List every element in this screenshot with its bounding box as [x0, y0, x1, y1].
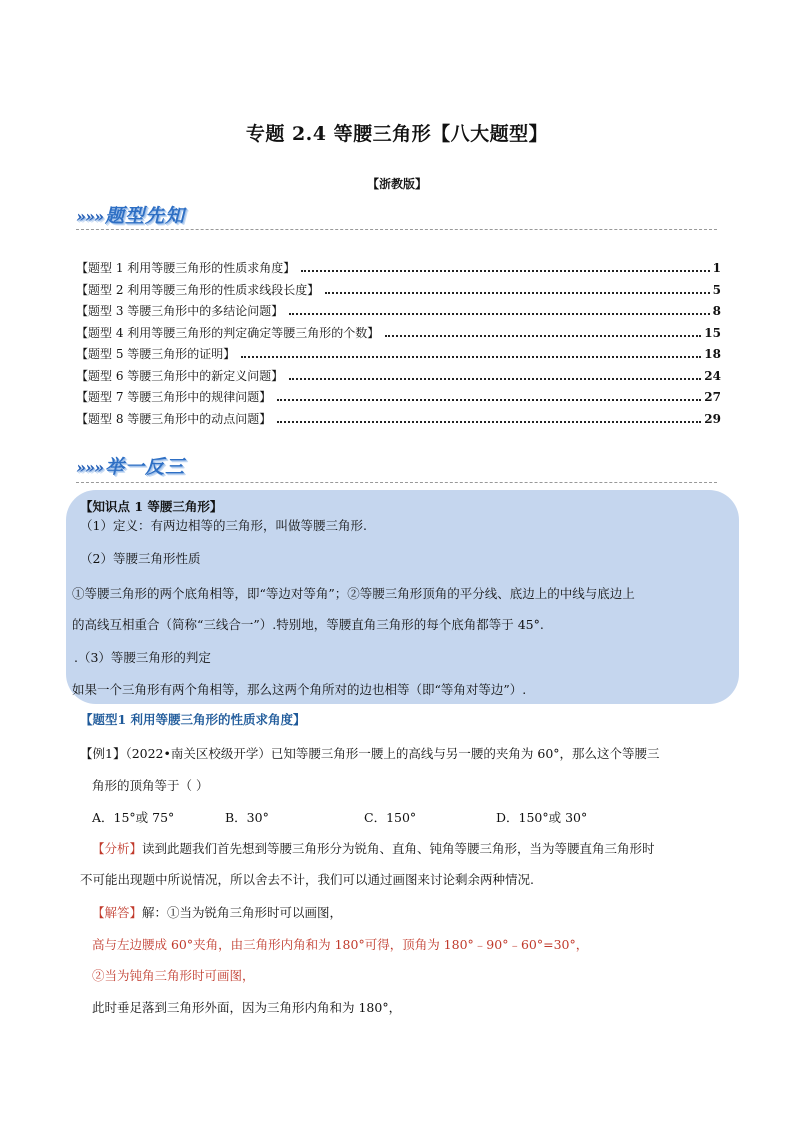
toc-leader	[289, 378, 701, 380]
toc-label: 【题型 6 等腰三角形中的新定义问题】	[76, 368, 284, 383]
analysis-paragraph	[92, 839, 655, 857]
knowledge-judgement-title: .（3）等腰三角形的判定	[74, 650, 211, 665]
option-a: A．15°或 75°	[92, 810, 175, 825]
toc-leader	[325, 292, 709, 294]
knowledge-property-title: （2）等腰三角形性质	[80, 551, 201, 566]
toc-label: 【题型 5 等腰三角形的证明】	[76, 347, 236, 361]
toc-leader	[241, 356, 701, 358]
option-d: D．150°或 30°	[496, 810, 588, 825]
analysis-text: 读到此题我们首先想到等腰三角形分为锐角、直角、钝角等腰三角形，当为等腰直角三角形时	[142, 841, 655, 856]
knowledge-definition: （1）定义：有两边相等的三角形，叫做等腰三角形.	[80, 518, 367, 533]
toc-row[interactable]	[76, 388, 721, 410]
option-c: C．150°	[364, 810, 417, 825]
table-of-contents	[76, 259, 721, 431]
toc-page: 29	[704, 411, 721, 426]
banner-text: 举一反三	[105, 456, 186, 478]
toc-page: 24	[704, 368, 721, 383]
example-question: 角形的顶角等于（ ）	[92, 778, 209, 793]
analysis-text: 不可能出现题中所说情况，所以舍去不计，我们可以通过画图来讨论剩余两种情况.	[80, 872, 534, 887]
knowledge-heading: 【知识点 1 等腰三角形】	[80, 499, 223, 514]
toc-label: 【题型 2 利用等腰三角形的性质求线段长度】	[76, 282, 320, 297]
option-b: B．30°	[225, 810, 269, 825]
toc-label: 【题型 4 利用等腰三角形的判定确定等腰三角形的个数】	[76, 325, 380, 340]
toc-page: 27	[704, 390, 721, 404]
divider	[76, 482, 717, 483]
toc-label: 【题型 8 等腰三角形中的动点问题】	[76, 411, 272, 426]
toc-label: 【题型 7 等腰三角形中的规律问题】	[76, 390, 272, 404]
solution-text: ②当为钝角三角形时可画图，	[92, 968, 255, 983]
triple-arrow-icon: »»»	[76, 207, 103, 226]
triple-arrow-icon: »»»	[76, 458, 103, 477]
edition-label: 【浙教版】	[366, 177, 427, 191]
example-question: 【例1】（2022•南关区校级开学）已知等腰三角形一腰上的高线与另一腰的夹角为 60°，那么这个等腰三	[80, 746, 660, 761]
toc-label: 【题型 3 等腰三角形中的多结论问题】	[76, 304, 284, 318]
toc-label: 【题型 1 利用等腰三角形的性质求角度】	[76, 261, 296, 275]
knowledge-judgement-text: 如果一个三角形有两个角相等，那么这两个角所对的边也相等（即“等角对等边”）.	[72, 682, 527, 697]
solution-text: 高与左边腰成 60°夹角，由三角形内角和为 180°可得，顶角为 180°﹣90°﹣60°=30°，	[92, 937, 589, 952]
knowledge-property-line: ①等腰三角形的两个底角相等，即“等边对等角”；②等腰三角形顶角的平分线、底边上的中线与底边上	[72, 586, 635, 601]
toc-leader	[277, 421, 701, 423]
toc-leader	[385, 335, 701, 337]
toc-page: 8	[712, 304, 721, 318]
banner-text: 题型先知	[105, 205, 186, 227]
toc-page: 5	[712, 282, 721, 297]
solution-label: 【解答】	[92, 905, 143, 920]
solution-text: 此时垂足落到三角形外面，因为三角形内角和为 180°，	[92, 1000, 402, 1015]
toc-row[interactable]	[76, 259, 721, 281]
toc-row[interactable]	[76, 367, 721, 389]
toc-leader	[289, 313, 709, 315]
toc-page: 18	[704, 347, 721, 361]
toc-page: 15	[704, 325, 721, 340]
knowledge-property-line: 的高线互相重合（简称“三线合一”）.特别地，等腰直角三角形的每个底角都等于 45°.	[72, 617, 544, 632]
page-title: 专题 2.4 等腰三角形【八大题型】	[245, 123, 549, 145]
toc-row[interactable]	[76, 410, 721, 432]
banner-question-types	[76, 201, 185, 228]
toc-row[interactable]	[76, 324, 721, 346]
analysis-label: 【分析】	[92, 841, 143, 856]
divider	[76, 229, 717, 230]
toc-leader	[277, 399, 701, 401]
question-type-heading: 【题型1 利用等腰三角形的性质求角度】	[80, 712, 306, 727]
toc-leader	[301, 270, 709, 272]
solution-paragraph	[92, 903, 342, 921]
toc-row[interactable]	[76, 345, 721, 367]
toc-row[interactable]	[76, 281, 721, 303]
banner-examples	[76, 452, 185, 479]
toc-page: 1	[712, 261, 721, 275]
solution-text: 解：①当为锐角三角形时可以画图，	[142, 905, 343, 920]
toc-row[interactable]	[76, 302, 721, 324]
